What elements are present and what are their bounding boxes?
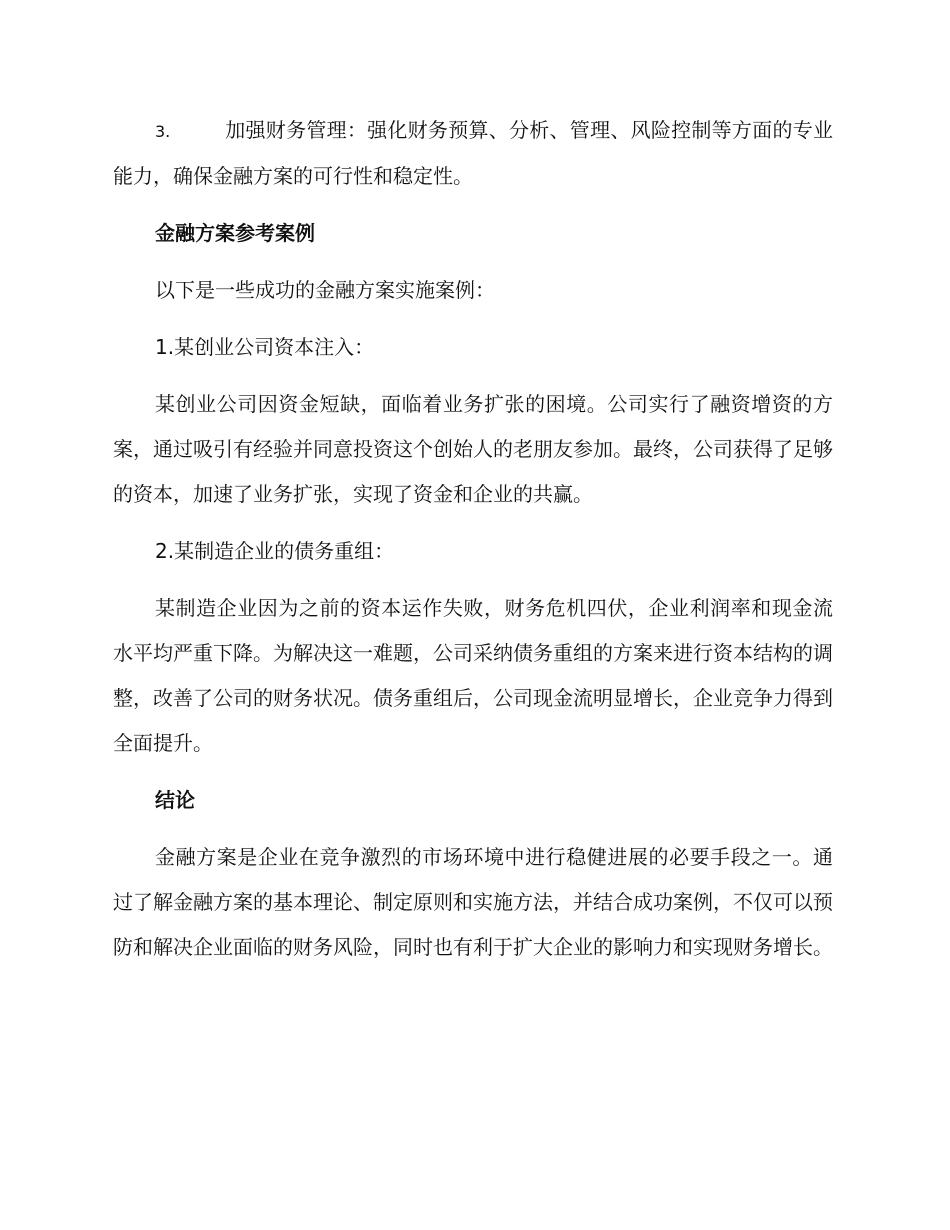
list-item-text: 加强财务管理：强化财务预算、分析、管理、风险控制等方面的专业能力，确保金融方案的可行性和稳定性。 <box>113 118 833 188</box>
case2-title: 2.某制造企业的债务重组： <box>155 539 395 563</box>
document-content <box>113 108 833 970</box>
case1-body: 某创业公司因资金短缺，面临着业务扩张的困境。公司实行了融资增资的方案，通过吸引有经验并同意投资这个创始人的老朋友参加。最终，公司获得了足够的资本，加速了业务扩张，实现了资金和企业的共赢。 <box>113 392 833 506</box>
case2-body: 某制造企业因为之前的资本运作失败，财务危机四伏，企业利润率和现金流水平均严重下降。为解决这一难题，公司采纳债务重组的方案来进行资本结构的调整，改善了公司的财务状况。债务重组后，公司现金流明显增长，企业竞争力得到全面提升。 <box>113 596 833 755</box>
case1-title: 1.某创业公司资本注入： <box>155 335 375 359</box>
list-item-number: 3. <box>155 122 171 141</box>
section-heading-cases: 金融方案参考案例 <box>155 221 315 245</box>
conclusion-body: 金融方案是企业在竞争激烈的市场环境中进行稳健进展的必要手段之一。通过了解金融方案的基本理论、制定原则和实施方法，并结合成功案例，不仅可以预防和解决企业面临的财务风险，同时也有利于扩大企业的影响力和实现财务增长。 <box>113 845 833 959</box>
list-item-3 <box>113 108 833 199</box>
cases-intro: 以下是一些成功的金融方案实施案例： <box>155 278 495 302</box>
section-heading-conclusion: 结论 <box>155 788 195 812</box>
